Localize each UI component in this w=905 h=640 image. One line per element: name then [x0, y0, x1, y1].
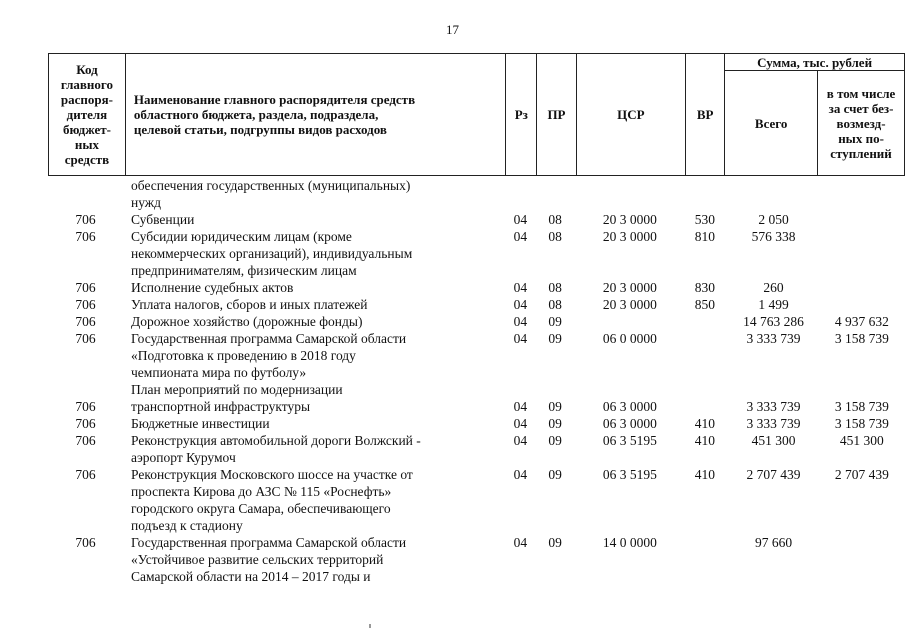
header-name: Наименование главного распорядителя средств областного бюджета, раздела, подраздела, целевой статьи, подгруппы видов расходов: [125, 54, 505, 176]
row-pr: 09: [548, 433, 562, 448]
header-csr: ЦСР: [576, 54, 686, 176]
budget-table: [48, 177, 905, 585]
row-pr: 08: [548, 212, 562, 227]
row-vr: [685, 534, 724, 585]
row-code: 706: [75, 229, 96, 244]
row-grant: [819, 211, 905, 228]
table-row: [48, 330, 905, 381]
row-rz: 04: [513, 229, 528, 244]
row-code: 706: [75, 416, 96, 431]
row-rz: 04: [513, 314, 528, 329]
row-csr: 06 3 5195: [602, 467, 657, 482]
row-grant: 3 158 739: [834, 416, 889, 431]
row-csr: 06 3 0000: [602, 416, 657, 431]
row-name: Бюджетные инвестиции: [131, 416, 270, 431]
row-code: 706: [75, 212, 96, 227]
table-row: [48, 415, 905, 432]
row-total: 97 660: [754, 535, 793, 550]
table-row: [48, 432, 905, 466]
row-rz: 04: [513, 212, 528, 227]
row-name: Исполнение судебных актов: [131, 280, 294, 295]
row-grant: 4 937 632: [834, 314, 889, 329]
row-pr: 09: [548, 535, 562, 550]
table-row: [48, 381, 905, 415]
row-grant: [819, 228, 905, 279]
row-pr: 08: [548, 297, 562, 312]
header-total: Всего: [725, 71, 818, 176]
row-total: 3 333 739: [746, 331, 801, 346]
row-total: 3 333 739: [746, 399, 801, 414]
row-name: Субвенции: [131, 212, 195, 227]
row-vr: 410: [694, 416, 715, 431]
row-csr: 06 3 5195: [602, 433, 657, 448]
row-pr: 09: [548, 331, 562, 346]
row-total: 14 763 286: [743, 314, 804, 329]
table-row: [48, 211, 905, 228]
row-grant: [819, 534, 905, 585]
row-name: План мероприятий по модернизации транспортной инфраструктуры: [131, 382, 343, 414]
row-grant: [819, 177, 905, 211]
table-header: [48, 53, 905, 176]
row-pr: 09: [548, 314, 562, 329]
row-total: 260: [763, 280, 784, 295]
header-code: Код главного распоря- дителя бюджет- ных средств: [49, 54, 126, 176]
row-rz: 04: [513, 280, 528, 295]
row-vr: [685, 381, 724, 415]
header-grant: в том числе за счет без- возмезд- ных по- ступлений: [818, 71, 905, 176]
row-name: Реконструкция Московского шоссе на участке от проспекта Кирова до АЗС № 115 «Роснефть» городского округа Самара, обеспечивающего подъезд к стадиону: [131, 467, 413, 533]
row-rz: 04: [513, 467, 528, 482]
row-pr: 09: [548, 416, 562, 431]
row-rz: [505, 177, 536, 211]
row-code: 706: [75, 297, 96, 312]
row-name: обеспечения государственных (муниципальных) нужд: [131, 178, 411, 210]
header-pr: ПР: [537, 54, 576, 176]
row-grant: [819, 279, 905, 296]
header-vr: ВР: [686, 54, 725, 176]
row-total: 576 338: [751, 229, 796, 244]
row-rz: 04: [513, 433, 528, 448]
row-vr: 850: [694, 297, 715, 312]
row-total: 3 333 739: [746, 416, 801, 431]
table-row: [48, 313, 905, 330]
row-grant: [819, 296, 905, 313]
row-total: 1 499: [758, 297, 789, 312]
header-rz: Рз: [506, 54, 537, 176]
table-row: [48, 534, 905, 585]
row-grant: 3 158 739: [834, 331, 889, 346]
row-name: Дорожное хозяйство (дорожные фонды): [131, 314, 363, 329]
row-csr: [574, 177, 685, 211]
row-grant: 451 300: [839, 433, 884, 448]
row-pr: 08: [548, 280, 562, 295]
row-code: 706: [75, 314, 96, 329]
row-rz: 04: [513, 416, 528, 431]
row-pr: 08: [548, 229, 562, 244]
table-row: [48, 177, 905, 211]
row-pr: 09: [548, 399, 562, 414]
row-total: 2 050: [758, 212, 789, 227]
row-code: 706: [75, 280, 96, 295]
row-grant: 3 158 739: [834, 399, 889, 414]
row-rz: 04: [513, 535, 528, 550]
row-vr: 410: [694, 467, 715, 482]
row-code: 706: [75, 467, 96, 482]
row-csr: 06 0 0000: [602, 331, 657, 346]
row-csr: 06 3 0000: [602, 399, 657, 414]
row-total: [724, 177, 818, 211]
table-row: [48, 296, 905, 313]
row-code: 706: [75, 535, 96, 550]
table-row: [48, 279, 905, 296]
row-rz: 04: [513, 399, 528, 414]
row-code: 706: [75, 331, 96, 346]
row-csr: 14 0 0000: [602, 535, 657, 550]
row-name: Государственная программа Самарской области «Подготовка к проведению в 2018 году чемпионата мира по футболу»: [131, 331, 407, 380]
row-pr: 09: [548, 467, 562, 482]
row-name: Уплата налогов, сборов и иных платежей: [131, 297, 368, 312]
row-csr: [574, 313, 685, 330]
row-name: Государственная программа Самарской области «Устойчивое развитие сельских территорий Самарской области на 2014 – 2017 годы и: [131, 535, 407, 584]
table-row: [48, 228, 905, 279]
row-csr: 20 3 0000: [602, 229, 657, 244]
budget-table-body: [48, 177, 905, 585]
scan-mark: [369, 624, 371, 628]
row-code: 706: [75, 399, 96, 414]
row-name: Субсидии юридическим лицам (кроме некоммерческих организаций), индивидуальным предпринимателям, физическим лицам: [131, 229, 413, 278]
row-rz: 04: [513, 331, 528, 346]
row-csr: 20 3 0000: [602, 297, 657, 312]
row-vr: 410: [694, 433, 715, 448]
row-code: [48, 177, 123, 211]
row-total: 451 300: [751, 433, 796, 448]
row-name: Реконструкция автомобильной дороги Волжский - аэропорт Курумоч: [131, 433, 421, 465]
page-number: 17: [446, 22, 459, 37]
row-code: 706: [75, 433, 96, 448]
row-vr: 530: [694, 212, 715, 227]
row-csr: 20 3 0000: [602, 212, 657, 227]
row-vr: [685, 177, 724, 211]
row-csr: 20 3 0000: [602, 280, 657, 295]
row-grant: 2 707 439: [834, 467, 889, 482]
table-row: [48, 466, 905, 534]
row-vr: [685, 330, 724, 381]
row-vr: 810: [694, 229, 715, 244]
row-total: 2 707 439: [746, 467, 801, 482]
row-rz: 04: [513, 297, 528, 312]
header-sum: Сумма, тыс. рублей: [725, 54, 905, 71]
row-vr: [685, 313, 724, 330]
row-pr: [536, 177, 575, 211]
row-vr: 830: [694, 280, 715, 295]
